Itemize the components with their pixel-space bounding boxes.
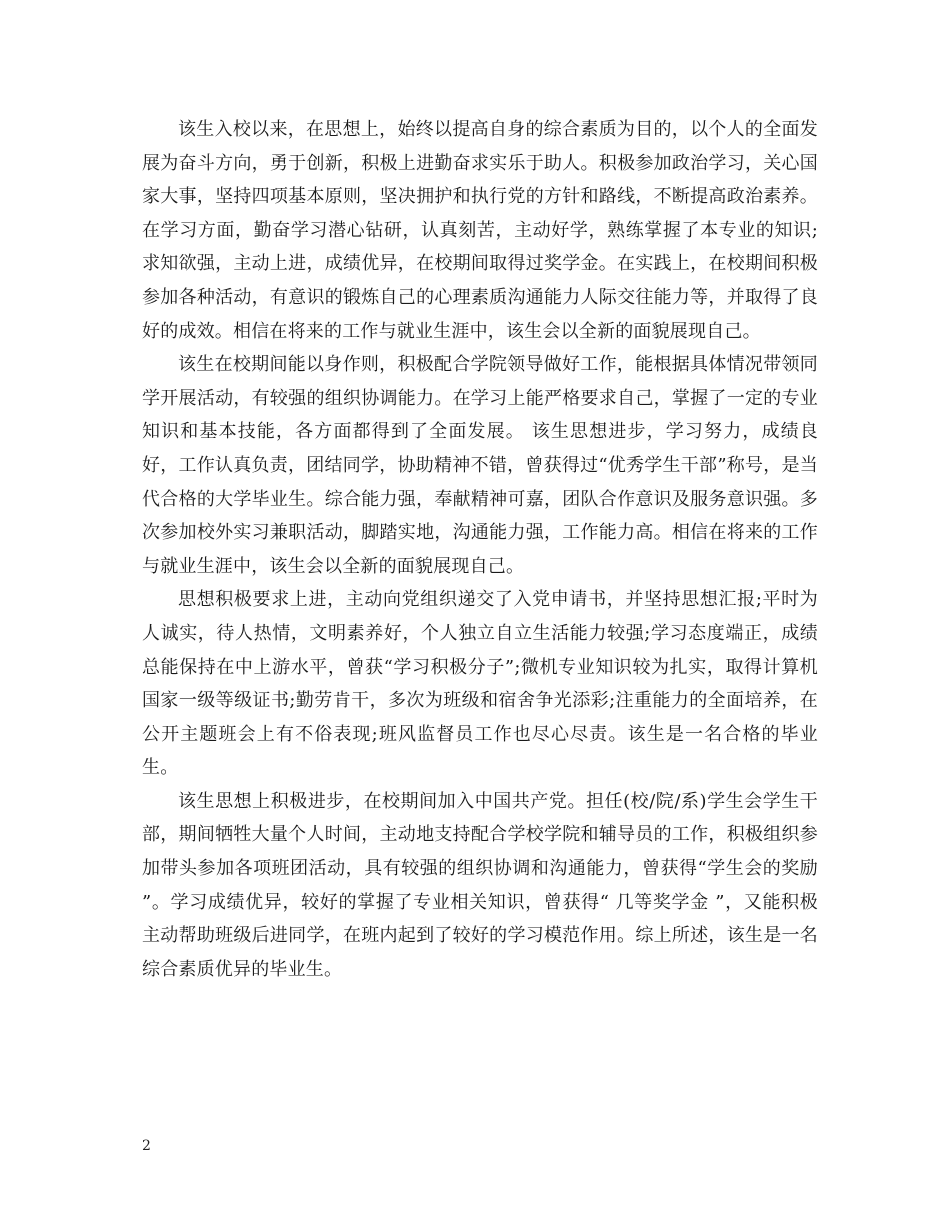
paragraph-4: 该生思想上积极进步，在校期间加入中国共产党。担任(校/院/系)学生会学生干部，期间牺牲大量个人时间，主动地支持配合学校学院和辅导员的工作，积极组织参加带头参加各项班团活动，具有较强的组织协调和沟通能力，曾获得“学生会的奖励 ”。学习成绩优异，较好的掌握了专业相关知识，曾获得“ 几等奖学金 ”，又能积极主动帮助班级后进同学，在班内起到了较好的学习模范作用。综上所述，该生是一名综合素质优异的毕业生。 (142, 790, 818, 980)
paragraph-1: 该生入校以来，在思想上，始终以提高自身的综合素质为目的，以个人的全面发展为奋斗方向，勇于创新，积极上进勤奋求实乐于助人。积极参加政治学习，关心国家大事，坚持四项基本原则，坚决拥护和执行党的方针和路线，不断提高政治素养。在学习方面，勤奋学习潜心钻研，认真刻苦，主动好学，熟练掌握了本专业的知识;求知欲强，主动上进，成绩优异，在校期间取得过奖学金。在实践上，在校期间积极参加各种活动，有意识的锻炼自己的心理素质沟通能力人际交往能力等，并取得了良好的成效。相信在将来的工作与就业生涯中，该生会以全新的面貌展现自己。 (142, 119, 818, 342)
page-number: 2 (142, 1138, 151, 1154)
paragraph-3: 思想积极要求上进，主动向党组织递交了入党申请书，并坚持思想汇报;平时为人诚实，待人热情，文明素养好，个人独立自立生活能力较强;学习态度端正，成绩总能保持在中上游水平，曾获“学习积极分子”;微机专业知识较为扎实，取得计算机国家一级等级证书;勤劳肯干，多次为班级和宿舍争光添彩;注重能力的全面培养，在公开主题班会上有不俗表现;班风监督员工作也尽心尽责。该生是一名合格的毕业生。 (142, 589, 818, 779)
paragraph-2: 该生在校期间能以身作则，积极配合学院领导做好工作，能根据具体情况带领同学开展活动，有较强的组织协调能力。在学习上能严格要求自己，掌握了一定的专业知识和基本技能，各方面都得到了全面发展。 该生思想进步，学习努力，成绩良好，工作认真负责，团结同学，协助精神不错，曾获得过“优秀学生干部”称号，是当代合格的大学毕业生。综合能力强，奉献精神可嘉，团队合作意识及服务意识强。多次参加校外实习兼职活动，脚踏实地，沟通能力强，工作能力高。相信在将来的工作与就业生涯中，该生会以全新的面貌展现自己。 (142, 354, 818, 577)
document-body (142, 113, 818, 986)
